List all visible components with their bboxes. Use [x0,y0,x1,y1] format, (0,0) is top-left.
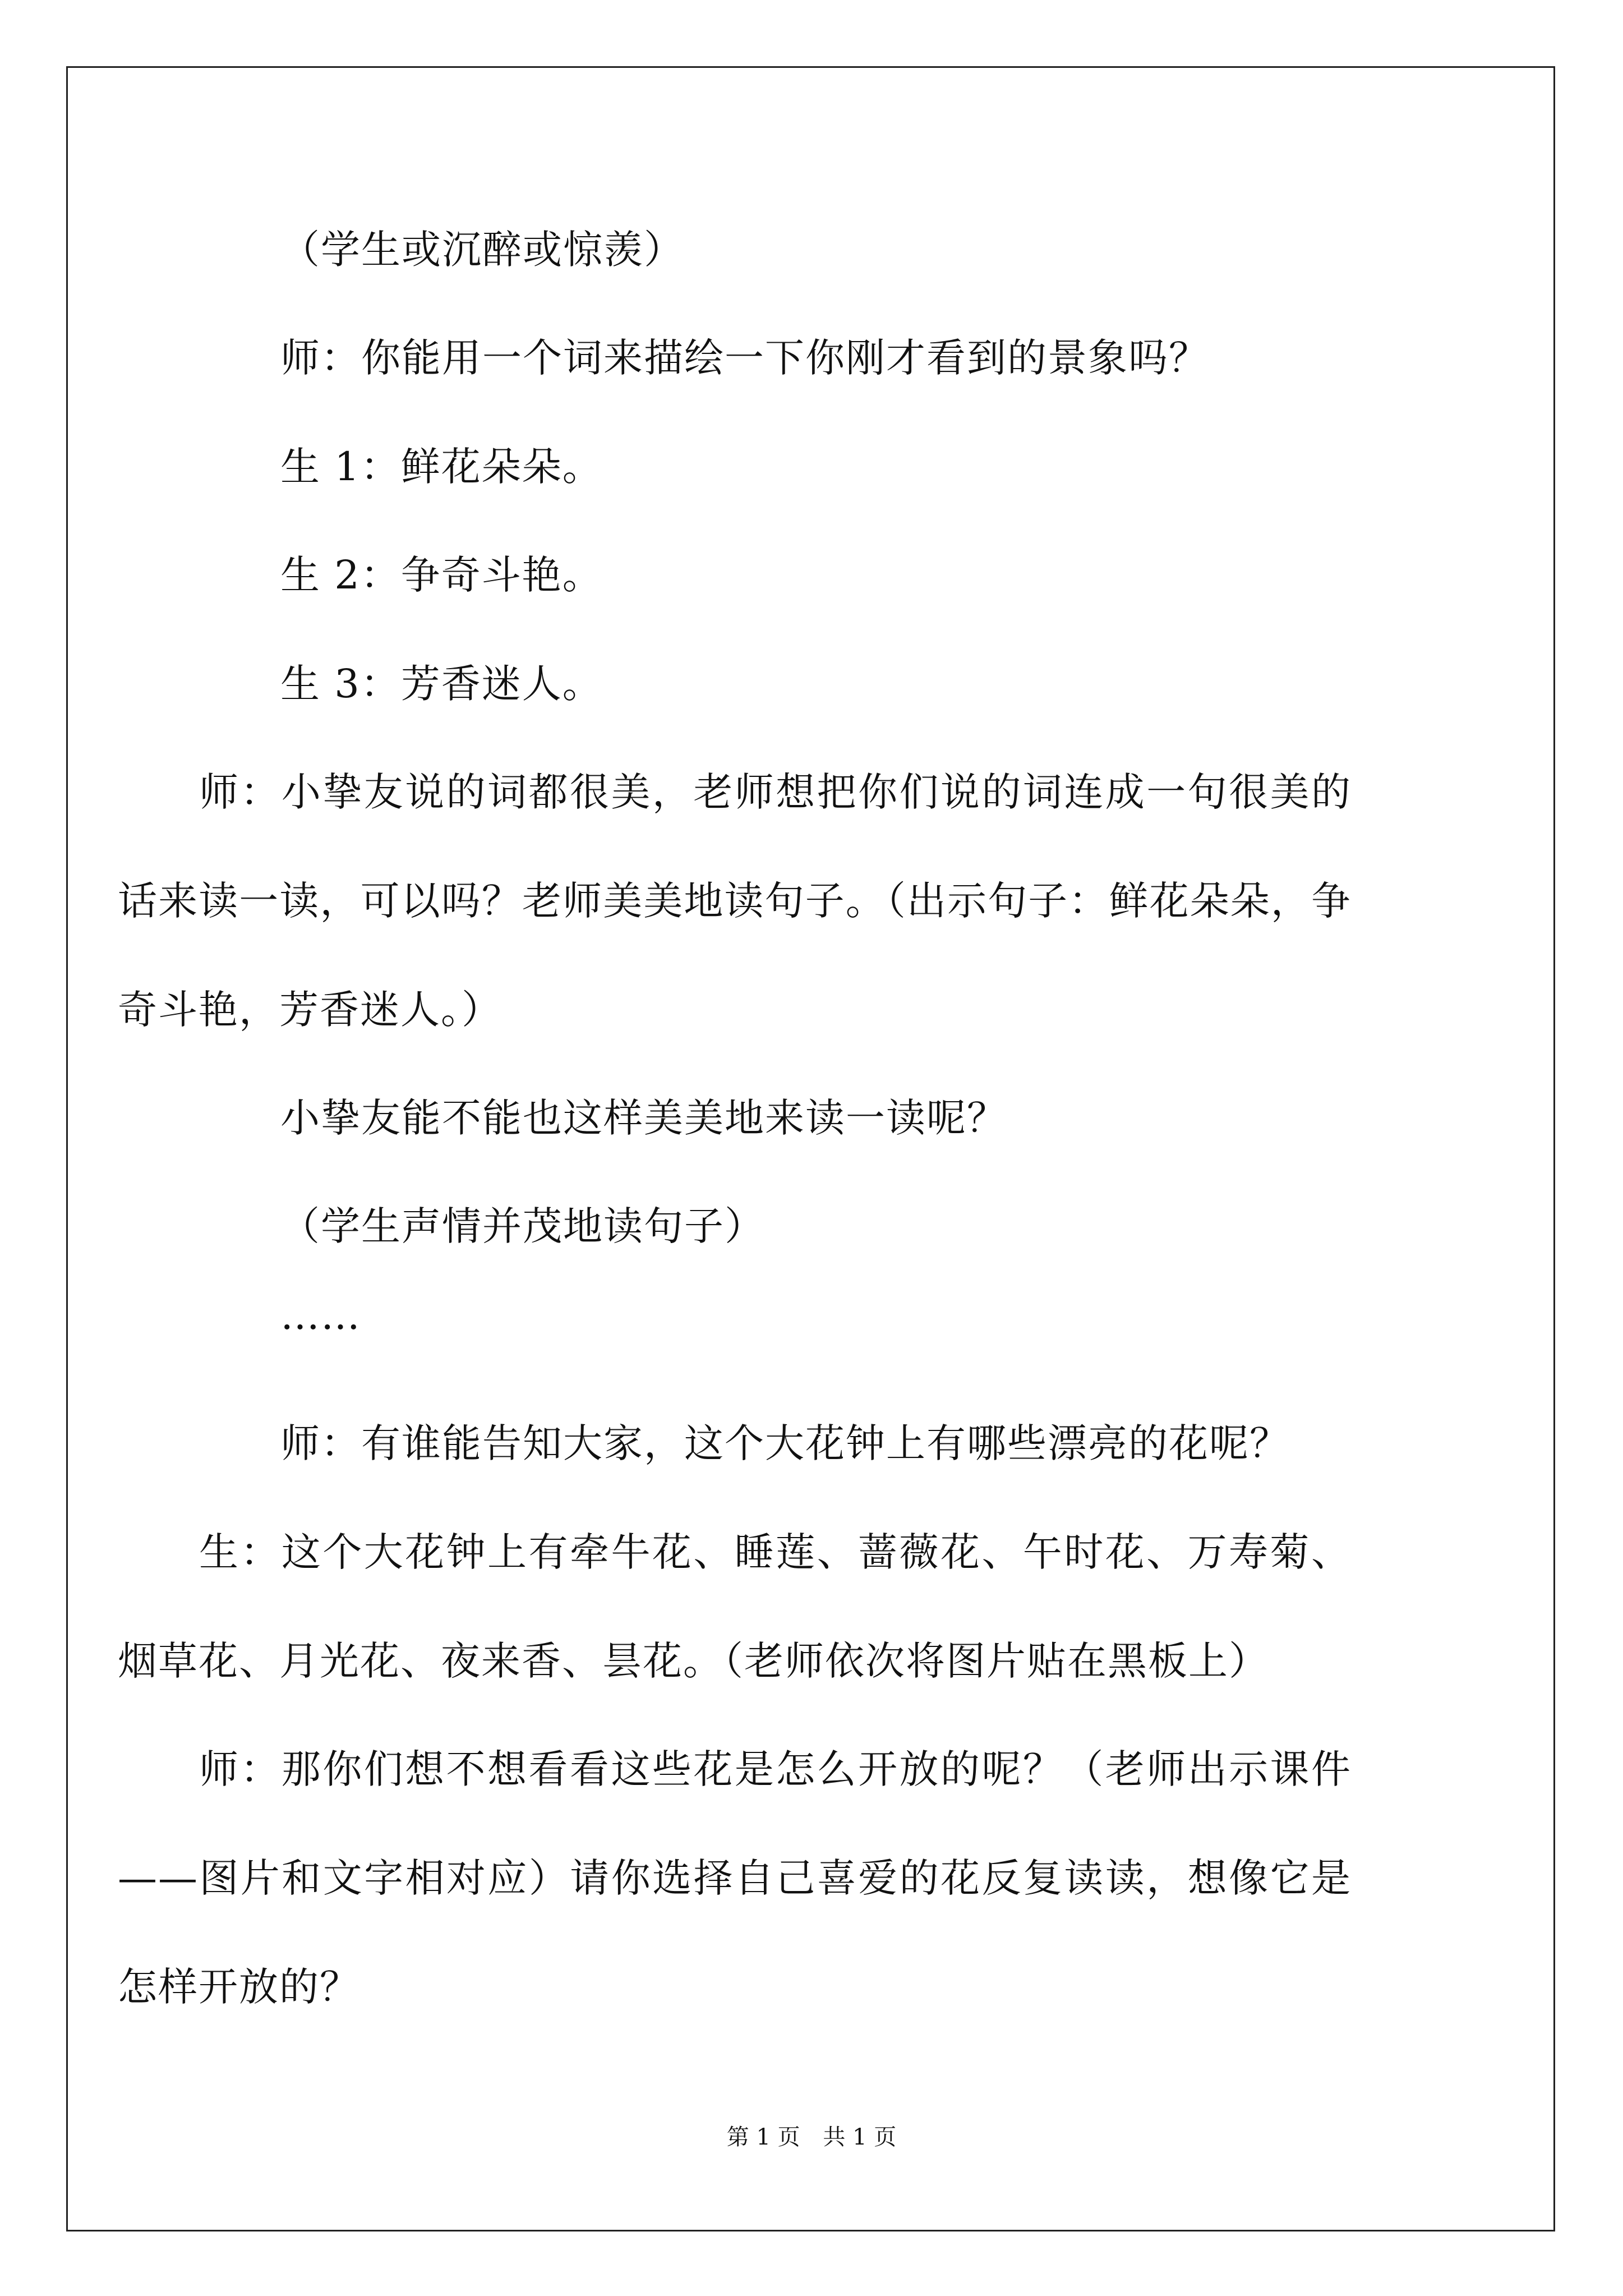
paragraph-9: …… [280,1292,361,1338]
paragraph-6: 师：小挚友说的词都很美，老师想把你们说的词连成一句很美的话来读一读，可以吗？老师美美地读句子。（出示句子：鲜花朵朵，争奇斗艳，芳香迷人。） [118,769,1352,1033]
paragraph-3: 生 1：鲜花朵朵。 [280,444,603,490]
paragraph-12: 师：那你们想不想看看这些花是怎么开放的呢？（老师出示课件——图片和文字相对应）请你选择自己喜爱的花反复读读，想像它是怎样开放的？ [118,1746,1352,2010]
paragraph-11: 生：这个大花钟上有牵牛花、睡莲、蔷薇花、午时花、万寿菊、烟草花、月光花、夜来香、昙花。（老师依次将图片贴在黑板上） [118,1529,1352,1684]
paragraph-10: 师：有谁能告知大家，这个大花钟上有哪些漂亮的花呢？ [280,1420,1290,1466]
paragraph-2: 师：你能用一个词来描绘一下你刚才看到的景象吗？ [280,335,1209,381]
page-total: 共 1 页 [823,2124,897,2150]
paragraph-1: （学生或沉醉或惊羡） [280,227,684,273]
paragraph-7: 小挚友能不能也这样美美地来读一读呢？ [280,1095,1007,1141]
paragraph-5: 生 3：芳香迷人。 [280,661,603,707]
paragraph-8: （学生声情并茂地读句子） [280,1203,765,1249]
page-number: 第 1 页 [726,2124,800,2150]
page-footer [0,2126,1623,2148]
paragraph-4: 生 2：争奇斗艳。 [280,552,603,598]
